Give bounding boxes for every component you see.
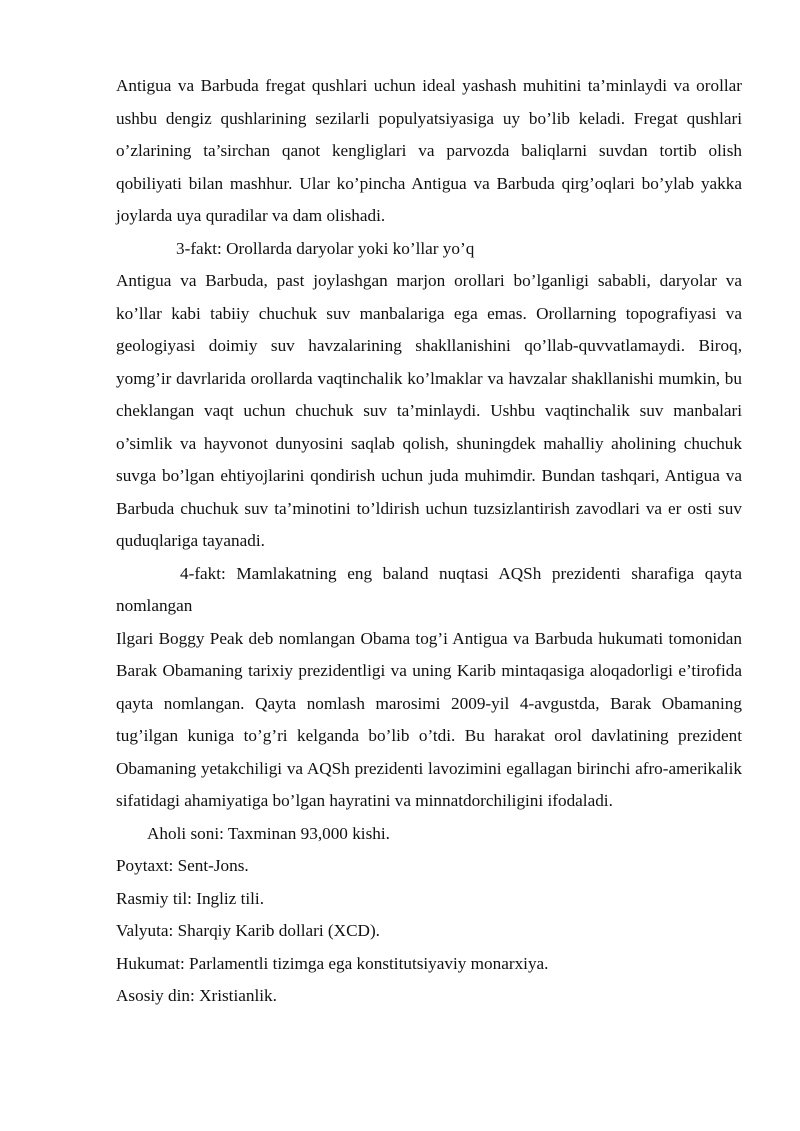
body-paragraph-frigate-birds: Antigua va Barbuda fregat qushlari uchun ideal yashash muhitini ta’minlaydi va orollar ushbu dengiz qushlarining sezilarli populyatsiyasiga uy bo’lib keladi. Fregat qushlari o’zlarining ta’sirchan qanot kengliglari va parvozda baliqlarni suvdan tortib olish qobiliyati bilan mashhur. Ular ko’pincha Antigua va Barbuda qirg’oqlari bo’ylab yakka joylarda uya quradilar va dam olishadi.: [116, 76, 742, 225]
fact-4-heading: 4-fakt: Mamlakatning eng baland nuqtasi AQSh prezidenti sharafiga qayta nomlangan: [116, 563, 742, 615]
fact-3-heading: 3-fakt: Orollarda daryolar yoki ko’llar yo’q: [176, 238, 475, 258]
religion-line: Asosiy din: Xristianlik.: [116, 986, 277, 1005]
official-language-line: Rasmiy til: Ingliz tili.: [116, 888, 264, 908]
government-line: Hukumat: Parlamentli tizimga ega konstitutsiyaviy monarxiya.: [116, 953, 549, 973]
currency-line: Valyuta: Sharqiy Karib dollari (XCD).: [116, 921, 380, 940]
body-paragraph-fresh-water: Antigua va Barbuda, past joylashgan marjon orollari bo’lganligi sababli, daryolar va ko’llar kabi tabiiy chuchuk suv manbalariga ega emas. Orollarning topografiyasi va geologiyasi doimiy suv havzalarining shakllanishini qo’llab-quvvatlamaydi. Biroq, yomg’ir davrlarida orollarda vaqtinchalik ko’lmaklar va havzalar shakllanishi mumkin, bu cheklangan vaqt uchun chuchuk suv ta’minlaydi. Ushbu vaqtinchalik suv manbalari o’simlik va hayvonot dunyosini saqlab qolish, shuningdek mahalliy aholining chuchuk suvga bo’lgan ehtiyojlarini qondirish uchun juda muhimdir. Bundan tashqari, Antigua va Barbuda chuchuk suv ta’minotini to’ldirish uchun tuzsizlantirish zavodlari va er osti suv quduqlariga tayanadi.: [116, 271, 742, 550]
population-line: Aholi soni: Taxminan 93,000 kishi.: [147, 823, 390, 843]
body-paragraph-obama-peak: Ilgari Boggy Peak deb nomlangan Obama tog’i Antigua va Barbuda hukumati tomonidan Barak Obamaning tarixiy prezidentligi va uning Karib mintaqasiga aloqadorligi e’tirofida qayta nomlangan. Qayta nomlash marosimi 2009-yil 4-avgustda, Barak Obamaning tug’ilgan kuniga to’g’ri kelganda bo’lib o’tdi. Bu harakat orol davlatining prezident Obamaning yetakchiligi va AQSh prezidenti lavozimini egallagan birinchi afro-amerikalik sifatidagi ahamiyatiga bo’lgan hayratini va minnatdorchiligini ifodaladi.: [116, 628, 742, 810]
document-page: [116, 70, 742, 1013]
capital-line: Poytaxt: Sent-Jons.: [116, 856, 249, 875]
